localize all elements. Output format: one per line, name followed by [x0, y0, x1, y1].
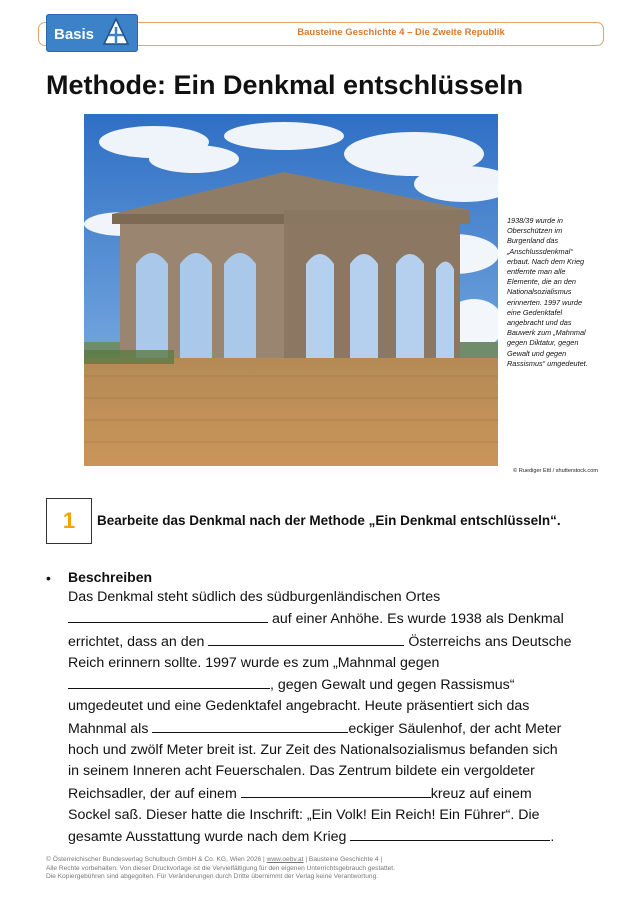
text-line: umgedeutet und eine Gedenktafel angebracht. Heute präsentiert sich das — [68, 698, 530, 715]
fill-in-blank[interactable] — [68, 674, 270, 689]
fill-in-text — [68, 587, 598, 849]
text-line: , gegen Gewalt und gegen Rassismus“ — [68, 674, 598, 696]
footer-line-3: Die Kopiergebühren sind abgegolten. Für Veränderungen durch Dritte übernimmt der Verlag keine Verantwortung. — [46, 873, 379, 881]
fill-in-blank[interactable] — [350, 826, 550, 841]
task-number-box — [46, 498, 92, 544]
footer-line-1: © Österreichischer Bundesverlag Schulbuch GmbH & Co. KG, Wien 2026 | www.oebv.at | Bausteine Geschichte 4 | — [46, 856, 383, 863]
publisher-link[interactable]: www.oebv.at — [266, 856, 304, 863]
logo-text: Basis — [54, 26, 95, 43]
text-line: in seinem Inneren acht Feuerschalen. Das Zentrum bildete ein vergoldeter — [68, 763, 535, 780]
page-title: Methode: Ein Denkmal entschlüsseln — [46, 70, 524, 100]
bullet-point: • — [46, 570, 51, 586]
fill-in-blank[interactable] — [68, 608, 268, 623]
header-title: Bausteine Geschichte 4 – Die Zweite Republik — [297, 27, 505, 38]
fill-in-blank[interactable] — [241, 783, 431, 798]
basis-logo — [46, 14, 138, 52]
text-line: gesamte Ausstattung wurde nach dem Krieg . — [68, 826, 598, 848]
section-heading: Beschreiben — [68, 569, 153, 585]
text-line: hoch und zwölf Meter breit ist. Zur Zeit des Nationalsozialismus befanden sich — [68, 742, 558, 759]
triangle-icon — [102, 17, 130, 47]
text-line: Reich erinnern sollte. 1997 wurde es zum „Mahnmal gegen — [68, 654, 440, 671]
text-line: Sockel saß. Dieser hatte die Inschrift: „Ein Volk! Ein Reich! Ein Führer“. Die — [68, 806, 540, 823]
image-caption: 1938/39 wurde in Oberschützen im Burgenland das „Anschlussdenkmal“ erbaut. Nach dem Krieg entfernte man alle Elemente, die an den Nationalsozialismus erinnerten. 1997 wurde eine Gedenktafel angebracht und das Bauwerk zum „Mahnmal gegen Diktatur, gegen Gewalt und gegen Rassismus“ umgedeutet. — [507, 216, 588, 368]
task-number: 1 — [62, 508, 76, 533]
text-line: errichtet, dass an den Österreichs ans Deutsche — [68, 631, 598, 653]
task-instruction: Bearbeite das Denkmal nach der Methode „Ein Denkmal entschlüsseln“. — [97, 513, 561, 528]
footer — [46, 856, 606, 882]
text-line: auf einer Anhöhe. Es wurde 1938 als Denkmal — [68, 608, 598, 630]
footer-line-2: Alle Rechte vorbehalten. Von dieser Druckvorlage ist die Vervielfältigung für den eigenen Unterrichtsgebrauch gestattet. — [46, 864, 395, 872]
text-line: Das Denkmal steht südlich des südburgenländischen Ortes — [68, 589, 441, 605]
fill-in-blank[interactable] — [152, 718, 348, 733]
monument-photo — [84, 114, 498, 466]
text-line: Reichsadler, der auf einem kreuz auf einem — [68, 783, 598, 805]
text-line: Mahnmal als eckiger Säulenhof, der acht Meter — [68, 718, 598, 740]
fill-in-blank[interactable] — [208, 631, 404, 646]
image-credit: © Ruediger Ettl / shutterstock.com — [513, 468, 598, 474]
